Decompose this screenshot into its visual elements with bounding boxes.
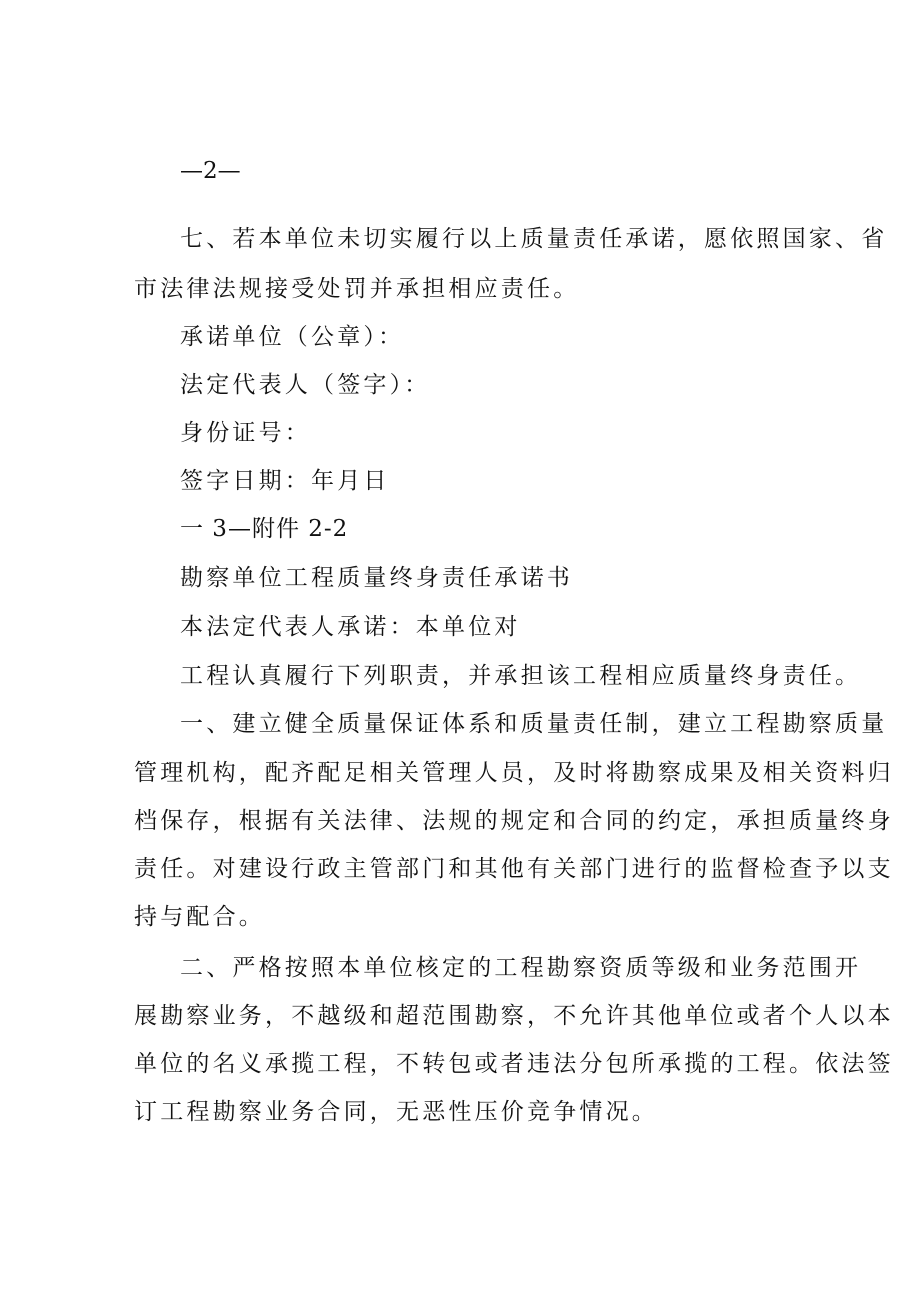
clause-2-line-2: 展勘察业务，不越级和超范围勘察，不允许其他单位或者个人以本: [134, 1003, 894, 1029]
page-attachment-label: 一 3—附件 2-2: [180, 516, 349, 542]
document-title: 勘察单位工程质量终身责任承诺书: [180, 565, 573, 591]
clause-2-line-4: 订工程勘察业务合同，无恶性压价竞争情况。: [134, 1099, 658, 1125]
clause-2-line-1: 二、严格按照本单位核定的工程勘察资质等级和业务范围开: [180, 955, 862, 981]
intro-line-2: 工程认真履行下列职责，并承担该工程相应质量终身责任。: [180, 663, 862, 689]
signature-legal-rep: 法定代表人（签字）：: [180, 372, 431, 398]
signature-date: 签字日期：年月日: [180, 468, 390, 494]
clause-1-line-5: 持与配合。: [134, 904, 265, 930]
signature-id-number: 身份证号：: [180, 420, 311, 446]
clause-1-line-2: 管理机构，配齐配足相关管理人员，及时将勘察成果及相关资料归: [134, 760, 894, 786]
clause-1-line-3: 档保存，根据有关法律、法规的规定和合同的约定，承担质量终身: [134, 808, 894, 834]
clause-7-line-2: 市法律法规接受处罚并承担相应责任。: [134, 276, 580, 302]
clause-1-line-1: 一、建立健全质量保证体系和质量责任制，建立工程勘察质量: [180, 711, 888, 737]
clause-7-line-1: 七、若本单位未切实履行以上质量责任承诺，愿依照国家、省: [180, 226, 888, 252]
signature-unit: 承诺单位（公章）：: [180, 324, 405, 350]
clause-2-line-3: 单位的名义承揽工程，不转包或者违法分包所承揽的工程。依法签: [134, 1051, 894, 1077]
intro-line-1: 本法定代表人承诺：本单位对: [180, 614, 521, 640]
clause-1-line-4: 责任。对建设行政主管部门和其他有关部门进行的监督检查予以支: [134, 856, 894, 882]
page-number: —2—: [180, 158, 241, 184]
